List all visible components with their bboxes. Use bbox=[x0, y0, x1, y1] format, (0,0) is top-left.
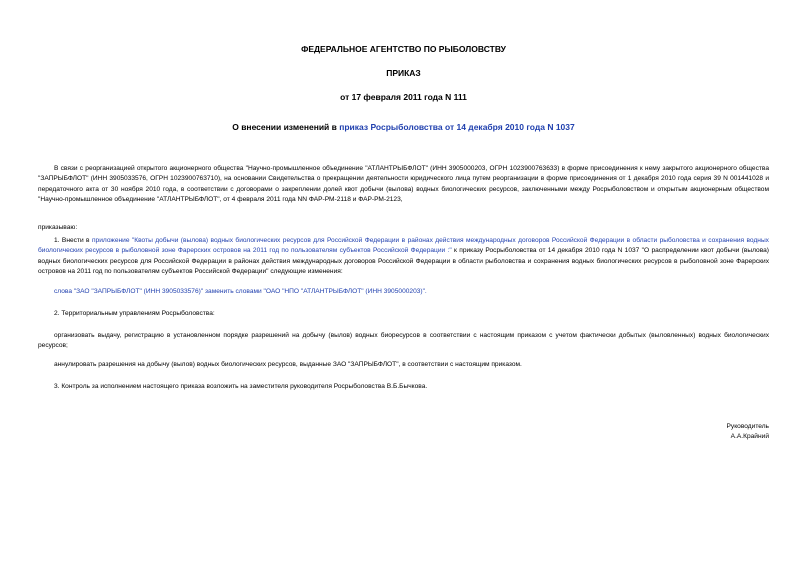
signature-name: А.А.Крайний bbox=[730, 433, 769, 441]
doc-date-number: от 17 февраля 2011 года N 111 bbox=[340, 92, 467, 102]
paragraph-preamble bbox=[38, 164, 769, 205]
subject-prefix: О внесении изменений в bbox=[232, 122, 340, 132]
item-1-text: к приказу Росрыболовства от 14 декабря 2010 года N 1037 "О распределении квот добычи (вылова) водных биологических ресурсов для Российской Федерации в районах действия международных договоров Российской Федерации в области рыболовства и сохранения водных биологических ресурсов в рыболовной зоне Фарерских островов на 2011 год по пользователям субъектов Российской Федерации" следующие изменения: bbox=[38, 247, 769, 275]
order-text: приказываю: bbox=[38, 224, 78, 231]
paragraph-item-1 bbox=[38, 236, 769, 277]
paragraph-order bbox=[38, 223, 769, 233]
agency-title: ФЕДЕРАЛЬНОЕ АГЕНТСТВО ПО РЫБОЛОВСТВУ bbox=[301, 44, 506, 54]
paragraph-item-2 bbox=[38, 309, 769, 319]
paragraph-organize bbox=[38, 331, 769, 352]
appendix-link[interactable]: приложение "Квоты добычи (вылова) водных биологических ресурсов для Российской Федерации в районах действия международных договоров Российской Федерации в области рыболовства и сохранения водных биологических ресурсов в рыболовной зоне Фарерских островов на 2011 год по пользователям субъектов Российской Федерации :" bbox=[38, 237, 769, 255]
annul-text: аннулировать разрешения на добычу (вылов) водных биологических ресурсов, выданные ЗАО "ЗАПРЫБФЛОТ", в соответствии с настоящим приказом. bbox=[54, 361, 522, 368]
subject-link[interactable]: приказ Росрыболовства от 14 декабря 2010 года N 1037 bbox=[339, 122, 575, 132]
item-2-text: 2. Территориальным управлениям Росрыболовства: bbox=[54, 310, 215, 317]
paragraph-annul bbox=[38, 360, 769, 370]
doc-type: ПРИКАЗ bbox=[386, 68, 421, 78]
doc-subject bbox=[0, 122, 807, 132]
paragraph-replacement bbox=[38, 287, 769, 297]
item-1-prefix: 1. Внести в bbox=[54, 237, 92, 244]
organize-text: организовать выдачу, регистрацию в установленном порядке разрешений на добычу (вылов) водных биоресурсов в соответствии с настоящим приказом с учетом фактически добытых (выловленных) водных биологических ресурсов; bbox=[38, 332, 769, 350]
item-3-text: 3. Контроль за исполнением настоящего приказа возложить на заместителя руководителя Росрыболовства В.Б.Бычкова. bbox=[54, 383, 428, 390]
signature-block bbox=[727, 422, 769, 443]
signature-title: Руководитель bbox=[726, 423, 769, 430]
paragraph-item-3 bbox=[38, 382, 769, 392]
replacement-link[interactable]: слова "ЗАО "ЗАПРЫБФЛОТ" (ИНН 3905033576)" заменить словами "ОАО "НПО "АТЛАНТРЫБФЛОТ" (ИНН 3905000203)". bbox=[54, 288, 427, 295]
preamble-text: В связи с реорганизацией открытого акционерного общества "Научно-промышленное объединение "АТЛАНТРЫБФЛОТ" (ИНН 3905000203, ОГРН 1023900763633) в форме присоединения к нему закрытого акционерного общества "ЗАПРЫБФЛОТ" (ИНН 3905033576, ОГРН 1023900763710), на основании Свидетельства о прекращении деятельности юридического лица путем реорганизации в форме присоединения от 1 декабря 2010 года серия 39 N 001441028 и передаточного акта от 30 ноября 2010 года, в соответствии с договорами о закреплении долей квот добычи (вылова) водных биологических ресурсов, заключенными между Росрыболовством и открытым акционерным обществом "Научно-промышленное объединение "АТЛАНТРЫБФЛОТ", от 4 февраля 2011 года NN ФАР-РМ-2118 и ФАР-РМ-2123, bbox=[38, 165, 769, 203]
